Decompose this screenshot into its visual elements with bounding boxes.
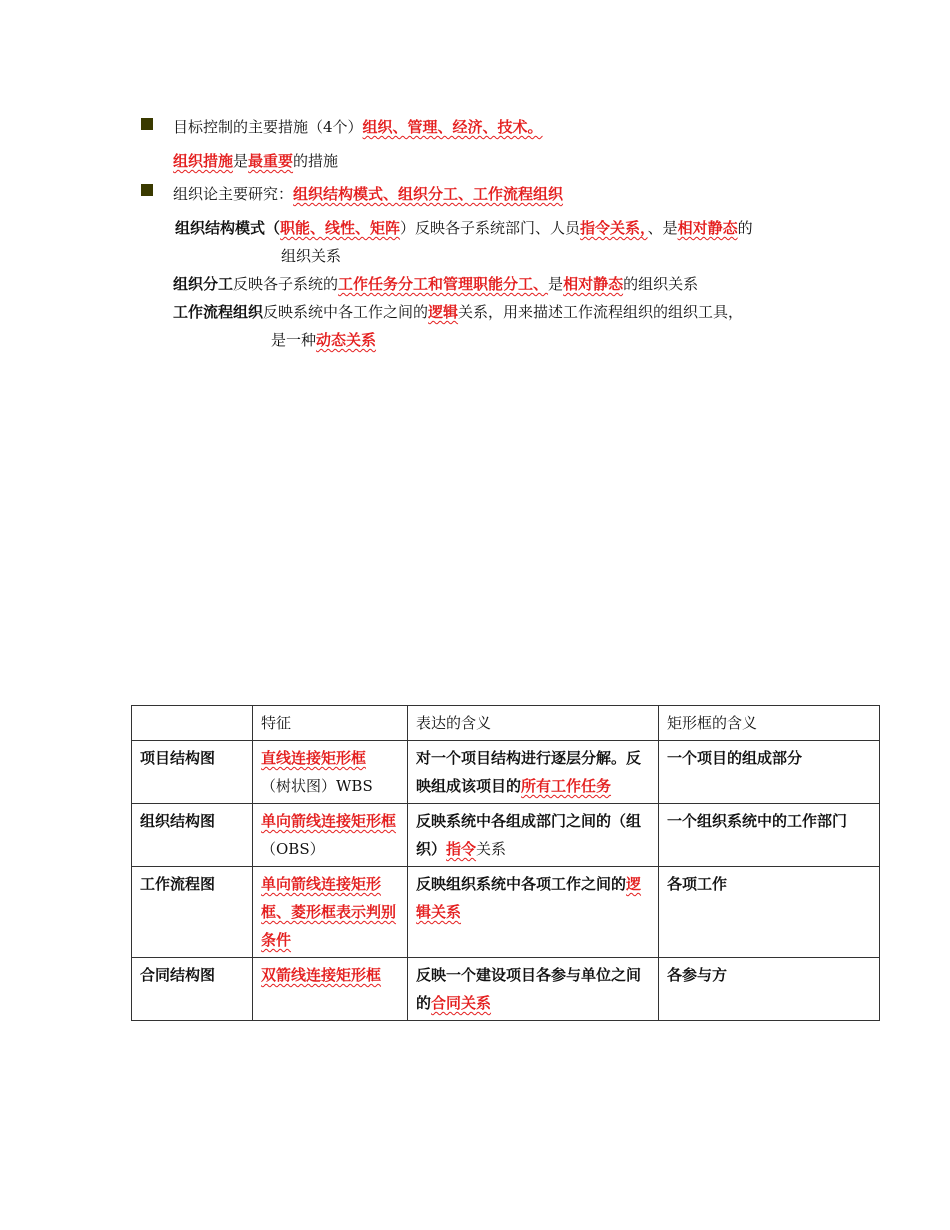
feature-red: 单向箭线连接矩形框 (261, 812, 397, 830)
header-cell-empty (132, 706, 253, 741)
detail-division (173, 274, 698, 294)
meaning-a: 反映一个建设项目各参与单位之间的 (416, 966, 642, 1012)
row-name: 合同结构图 (132, 958, 253, 1021)
d3b-h1: 动态关系 (316, 331, 377, 349)
row-name: 工作流程图 (132, 867, 253, 958)
detail-structure-mode-cont: 组织关系 (281, 247, 342, 265)
header-cell-feature: 特征 (253, 706, 408, 741)
row-feature (253, 804, 408, 867)
d2-t3: 是 (548, 275, 564, 293)
diagram-comparison-table (131, 705, 880, 1021)
meaning-b: 关系 (476, 840, 507, 858)
d3-t1: 工作流程组织 (173, 303, 264, 321)
research-prefix: 组织论主要研究： (173, 185, 294, 203)
d2-t4: 的组织关系 (623, 275, 699, 293)
feature-red: 直线连接矩形框 (261, 749, 367, 767)
row-box-meaning: 一个组织系统中的工作部门 (659, 804, 880, 867)
detail-workflow-cont (271, 330, 376, 350)
bullet-line-research (173, 184, 563, 204)
meaning-a: 对一个项目结构进行逐层分解。反映组成该项目的 (416, 749, 642, 795)
bullet-square-icon (141, 118, 153, 130)
detail-workflow (173, 302, 743, 322)
measures-prefix: 目标控制的主要措施（4个） (173, 118, 363, 136)
bullet-square-icon (141, 184, 153, 196)
bullet-line-measures (173, 117, 543, 137)
row-meaning (408, 958, 659, 1021)
row-box-meaning: 一个项目的组成部分 (659, 741, 880, 804)
row-feature (253, 958, 408, 1021)
table-header-row (132, 706, 880, 741)
meaning-red: 指令 (446, 840, 477, 858)
meaning-red: 逻辑关系 (416, 875, 642, 921)
table-row (132, 804, 880, 867)
d2-t2: 反映各子系统的 (233, 275, 339, 293)
measures-highlight: 组织、管理、经济、技术。 (362, 118, 543, 136)
feature-rest: （OBS） (261, 840, 325, 858)
sub-highlight-2: 最重要 (248, 152, 294, 170)
row-box-meaning: 各项工作 (659, 867, 880, 958)
row-box-meaning: 各参与方 (659, 958, 880, 1021)
row-name: 项目结构图 (132, 741, 253, 804)
feature-rest: （树状图）WBS (261, 777, 373, 795)
header-cell-box-meaning: 矩形框的含义 (659, 706, 880, 741)
sub-suffix: 的措施 (293, 152, 339, 170)
meaning-red: 合同关系 (431, 994, 492, 1012)
d2-t1: 组织分工 (173, 275, 234, 293)
d3b-t1: 是一种 (271, 331, 317, 349)
d1-h3: 相对静态 (677, 219, 738, 237)
d1-t2: ）反映各子系统部门、人员 (400, 219, 581, 237)
measures-sub-line (173, 151, 338, 171)
d2-h1: 工作任务分工和管理职能分工、 (338, 275, 549, 293)
d1-t1: 组织结构模式（ (175, 219, 281, 237)
row-name: 组织结构图 (132, 804, 253, 867)
d3-h1: 逻辑 (428, 303, 459, 321)
meaning-a: 反映系统中各组成部门之间的（组织） (416, 812, 642, 858)
row-meaning (408, 741, 659, 804)
research-highlight: 组织结构模式、组织分工、工作流程组织 (293, 185, 564, 203)
table-row (132, 867, 880, 958)
meaning-red: 所有工作任务 (521, 777, 612, 795)
d1-h1: 职能、线性、矩阵 (280, 219, 401, 237)
feature-red: 双箭线连接矩形框 (261, 966, 382, 984)
sub-highlight-1: 组织措施 (173, 152, 234, 170)
d1-t4: 的 (737, 219, 753, 237)
header-cell-meaning: 表达的含义 (408, 706, 659, 741)
feature-red: 单向箭线连接矩形框、菱形框表示判别条件 (261, 875, 397, 949)
row-feature (253, 741, 408, 804)
d1-t3: 、是 (647, 219, 678, 237)
d2-h2: 相对静态 (563, 275, 624, 293)
sub-mid: 是 (233, 152, 249, 170)
row-meaning (408, 804, 659, 867)
row-feature (253, 867, 408, 958)
d3-t2: 反映系统中各工作之间的 (263, 303, 429, 321)
table-row (132, 958, 880, 1021)
d3-t3: 关系，用来描述工作流程组织的组织工具， (458, 303, 744, 321)
d1-h2: 指令关系， (580, 219, 648, 237)
row-meaning (408, 867, 659, 958)
table-row (132, 741, 880, 804)
meaning-a: 反映组织系统中各项工作之间的 (416, 875, 627, 893)
detail-structure-mode (175, 218, 753, 238)
